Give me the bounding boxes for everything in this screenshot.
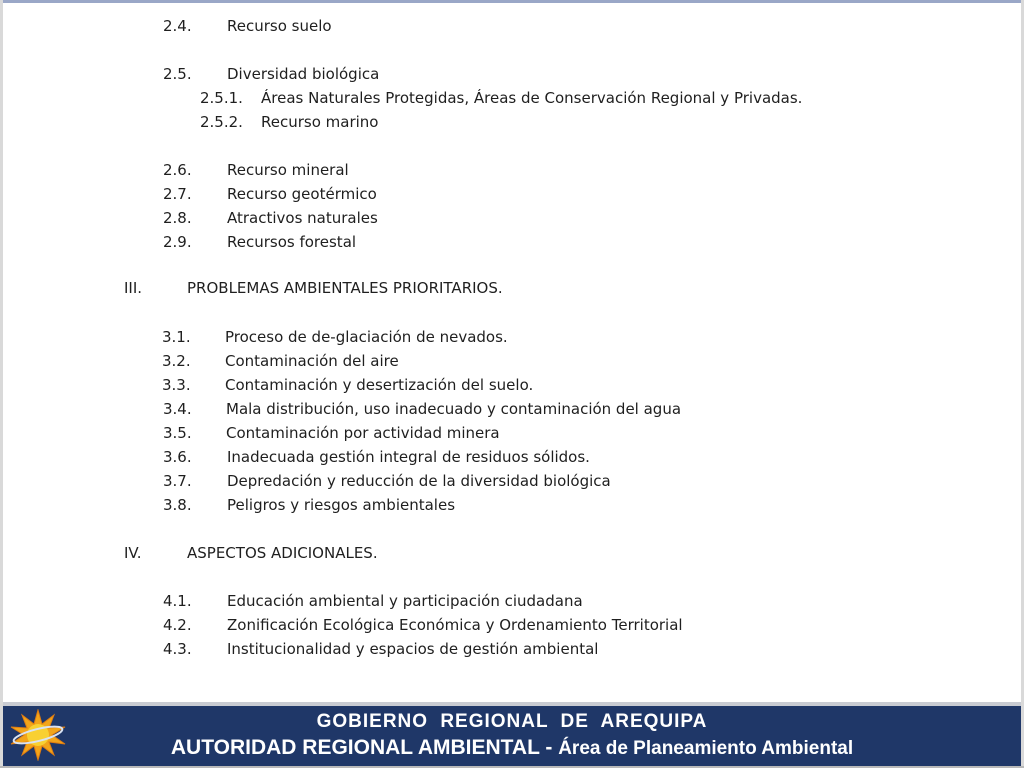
item-text: Contaminación y desertización del suelo. [225,376,534,394]
item-number: 2.4. [163,17,192,35]
item-text: Mala distribución, uso inadecuado y contaminación del agua [226,400,682,418]
section-number: III. [124,279,143,297]
item-number: 3.7. [163,472,192,490]
item-text: Recursos forestal [227,233,357,251]
item-number: 4.1. [163,592,192,610]
item-text: Atractivos naturales [227,209,378,227]
item-number: 3.8. [163,496,192,514]
footer-government-title: GOBIERNO REGIONAL DE AREQUIPA [316,711,708,732]
item-number: 4.2. [163,616,192,634]
footer-banner [3,702,1021,768]
item-number: 2.5.1. [200,89,243,107]
item-text: Diversidad biológica [227,65,380,83]
item-text: Recurso suelo [227,17,332,35]
item-text: Inadecuada gestión integral de residuos sólidos. [227,448,590,466]
item-text: Depredación y reducción de la diversidad biológica [227,472,611,490]
footer-separator: - [539,736,559,759]
item-text: Contaminación del aire [225,352,399,370]
item-text: Recurso mineral [227,161,349,179]
item-number: 2.8. [163,209,192,227]
item-number: 3.2. [162,352,191,370]
item-text: Zonificación Ecológica Económica y Ordenamiento Territorial [227,616,683,634]
item-number: 2.9. [163,233,192,251]
footer-authority-main: AUTORIDAD REGIONAL AMBIENTAL [170,736,540,759]
document-page [3,0,1021,702]
item-number: 4.3. [163,640,192,658]
item-number: 2.6. [163,161,192,179]
item-number: 2.5.2. [200,113,243,131]
item-text: Recurso marino [261,113,379,131]
item-number: 3.4. [163,400,192,418]
item-text: Institucionalidad y espacios de gestión ambiental [227,640,599,658]
item-number: 3.5. [163,424,192,442]
item-number: 2.5. [163,65,192,83]
section-number: IV. [124,544,142,562]
item-text: Recurso geotérmico [227,185,377,203]
item-text: Proceso de de-glaciación de nevados. [225,328,508,346]
item-text: Contaminación por actividad minera [226,424,500,442]
item-text: Educación ambiental y participación ciudadana [227,592,583,610]
footer-authority-title [3,736,1021,760]
item-number: 3.3. [162,376,191,394]
item-number: 2.7. [163,185,192,203]
item-number: 3.1. [162,328,191,346]
item-text: Áreas Naturales Protegidas, Áreas de Conservación Regional y Privadas. [261,89,803,107]
item-number: 3.6. [163,448,192,466]
section-title: PROBLEMAS AMBIENTALES PRIORITARIOS. [187,279,503,297]
section-title: ASPECTOS ADICIONALES. [187,544,378,562]
footer-area-name: Área de Planeamiento Ambiental [558,738,854,759]
item-text: Peligros y riesgos ambientales [227,496,456,514]
